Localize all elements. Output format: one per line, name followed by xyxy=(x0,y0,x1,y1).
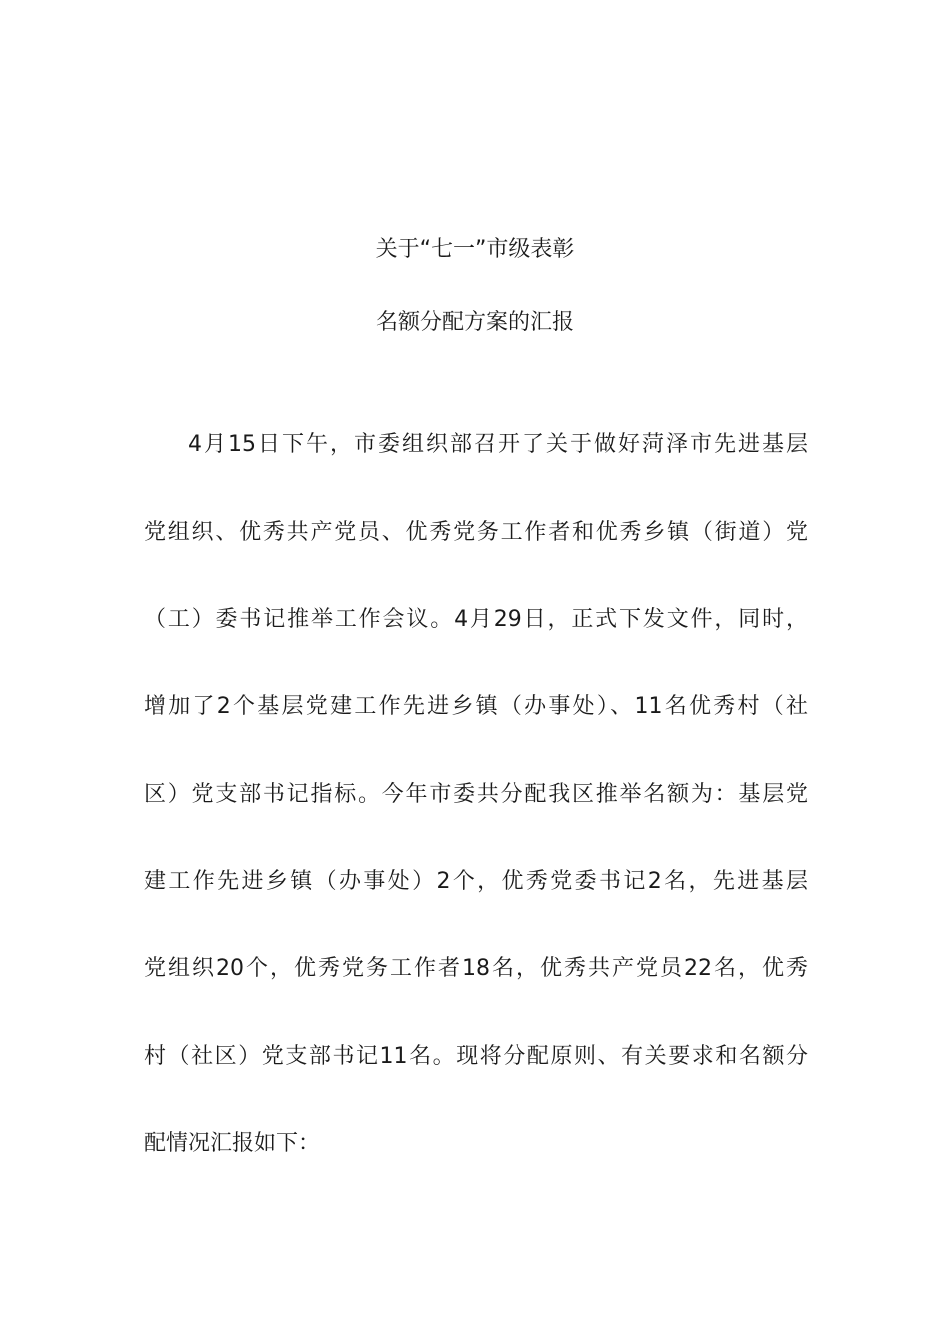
title-line-2: 名额分配方案的汇报 xyxy=(375,310,574,335)
paragraph-line-2: 党组织、优秀共产党员、优秀党务工作者和优秀乡镇（街道）党 xyxy=(144,520,808,545)
paragraph-line-7: 党组织20个，优秀党务工作者18名，优秀共产党员22名，优秀 xyxy=(144,956,808,981)
paragraph-line-1: 4月15日下午，市委组织部召开了关于做好菏泽市先进基层 xyxy=(188,432,808,457)
paragraph-line-5: 区）党支部书记指标。今年市委共分配我区推举名额为：基层党 xyxy=(144,782,808,807)
title-line-1: 关于“七一”市级表彰 xyxy=(375,237,575,262)
paragraph-line-6: 建工作先进乡镇（办事处）2个，优秀党委书记2名，先进基层 xyxy=(144,869,808,894)
paragraph-line-4: 增加了2个基层党建工作先进乡镇（办事处）、11名优秀村（社 xyxy=(144,694,808,719)
paragraph-line-9: 配情况汇报如下： xyxy=(144,1131,321,1156)
paragraph-line-8: 村（社区）党支部书记11名。现将分配原则、有关要求和名额分 xyxy=(144,1044,808,1069)
paragraph-line-3: （工）委书记推举工作会议。4月29日，正式下发文件，同时， xyxy=(144,607,808,632)
